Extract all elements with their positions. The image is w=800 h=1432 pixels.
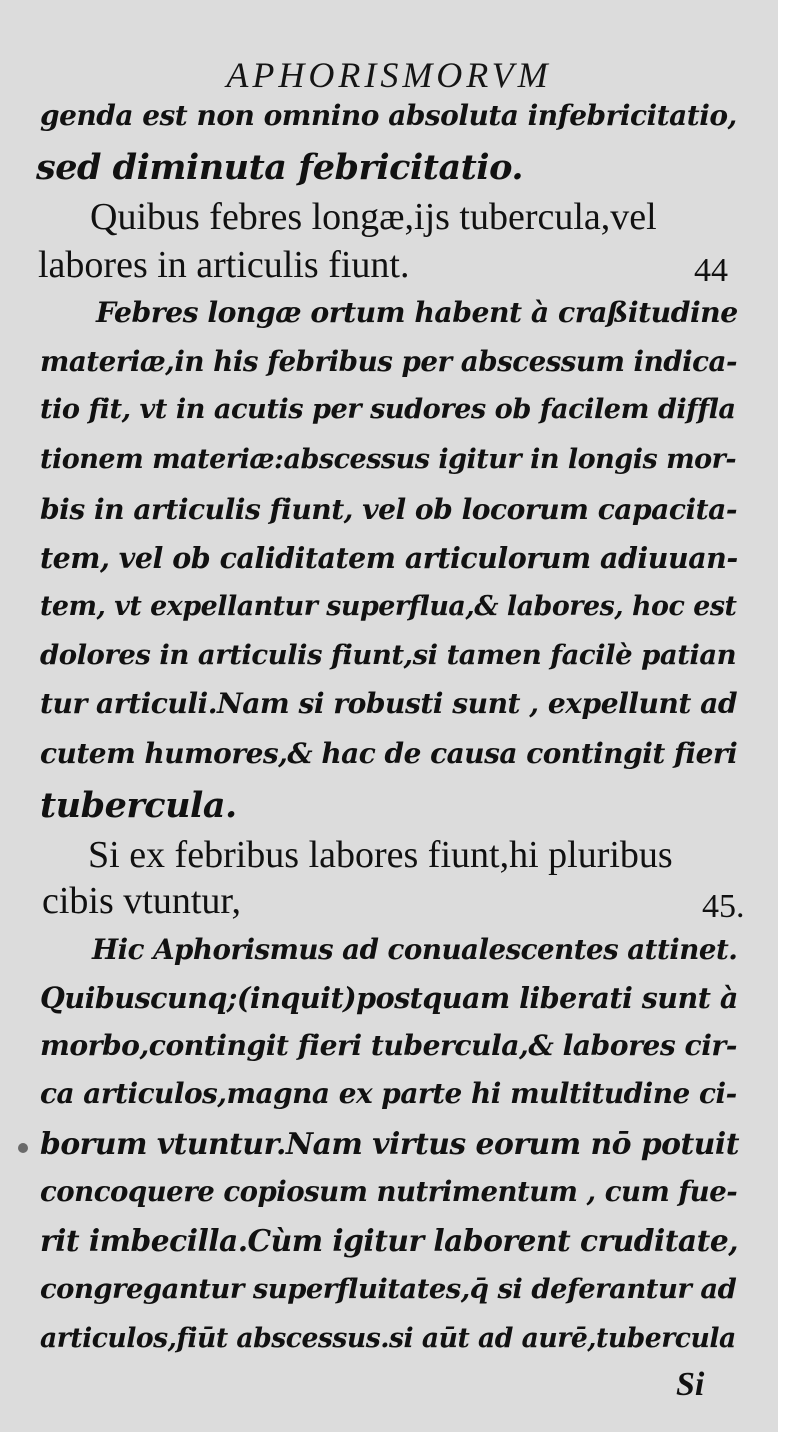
- text-line: materiæ,in his febribus per abscessum indica-: [40, 345, 737, 378]
- text-line: Si ex febribus labores fiunt,hi pluribus: [88, 834, 673, 876]
- text-line: rit imbecilla.Cùm igitur laborent cruditate,: [40, 1223, 739, 1258]
- text-line: bis in articulis fiunt, vel ob locorum capacita-: [40, 493, 738, 526]
- text-line: Quibus febres longæ,ijs tubercula,vel: [90, 196, 657, 238]
- ink-spot: [18, 1143, 28, 1153]
- text-line: borum vtuntur.Nam virtus eorum nō potuit: [40, 1127, 739, 1162]
- text-line: cibis vtuntur,: [42, 880, 242, 922]
- text-line: genda est non omnino absoluta infebricitatio,: [40, 99, 737, 132]
- text-line: concoquere copiosum nutrimentum , cum fue-: [40, 1175, 738, 1208]
- aphorism-number: 44: [694, 252, 728, 289]
- text-line: ca articulos,magna ex parte hi multitudine ci-: [40, 1077, 737, 1110]
- aphorism-number: 45.: [702, 888, 745, 925]
- text-line: Febres longæ ortum habent à craßitudine: [96, 295, 738, 329]
- text-line: tubercula.: [40, 785, 237, 826]
- text-line: tio fit, vt in acutis per sudores ob facilem diffla: [40, 393, 736, 425]
- text-line: tem, vel ob caliditatem articulorum adiuuan-: [40, 541, 738, 575]
- text-line: tem, vt expellantur superflua,& labores, hoc est: [40, 591, 737, 622]
- text-line: congregantur superfluitates,q̄ si deferantur ad: [40, 1273, 737, 1305]
- catchword: Si: [676, 1366, 705, 1403]
- text-line: articulos,fiūt abscessus.si aūt ad aurē,tubercula: [40, 1323, 736, 1354]
- text-line: morbo,contingit fieri tubercula,& labores cir-: [40, 1029, 737, 1062]
- text-line: cutem humores,& hac de causa contingit fieri: [40, 737, 738, 770]
- text-line: dolores in articulis fiunt,si tamen facilè patian: [40, 639, 737, 671]
- text-line: tionem materiæ:abscessus igitur in longis mor-: [40, 444, 737, 475]
- text-line: Hic Aphorismus ad conualescentes attinet.: [92, 933, 738, 966]
- page-edge: [778, 0, 800, 1432]
- text-line: tur articuli.Nam si robusti sunt , expellunt ad: [40, 687, 738, 720]
- running-title: APHORISMORVM: [226, 55, 552, 95]
- text-line: Quibuscunq;(inquit)postquam liberati sunt à: [40, 981, 738, 1015]
- text-line: sed diminuta febricitatio.: [36, 147, 524, 188]
- text-line: labores in articulis fiunt.: [38, 244, 410, 286]
